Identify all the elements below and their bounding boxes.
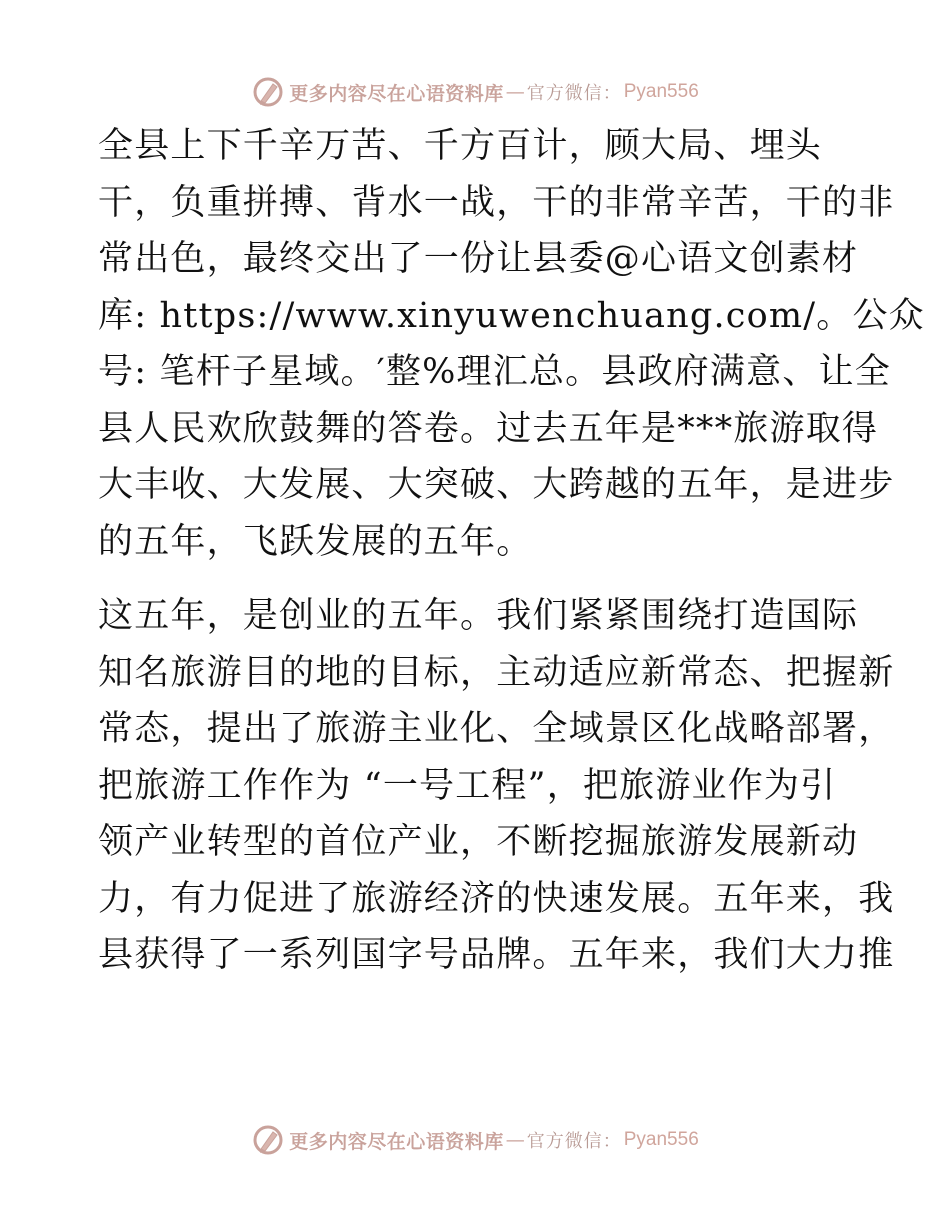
text-line: 干，负重拼搏、背水一战，干的非常辛苦，干的非 (98, 182, 895, 223)
watermark-dash: — (505, 1129, 525, 1151)
paragraph-2 (98, 588, 895, 984)
watermark-wechat-id: Pyan556 (623, 81, 699, 102)
text-line: 县获得了一系列国字号品牌。五年来，我们大力推 (98, 935, 895, 975)
paragraph-1 (98, 118, 925, 570)
text-line: 常态，提出了旅游主业化、全域景区化战略部署， (98, 709, 895, 749)
text-line: 全县上下千辛万苦、千方百计，顾大局、埋头 (98, 126, 823, 166)
footer-watermark-banner (0, 1120, 950, 1160)
text-line: 库: https://www.xinyuwenchuang.com/。公众 (98, 295, 925, 336)
document-body (98, 118, 925, 984)
text-line: 力，有力促进了旅游经济的快速发展。五年来，我 (98, 878, 895, 919)
text-line: 号: 笔杆子星域。′整%理汇总。县政府满意、让全 (98, 352, 891, 392)
text-line: 领产业转型的首位产业，不断挖掘旅游发展新动 (98, 822, 859, 862)
text-line: 的五年，飞跃发展的五年。 (98, 521, 533, 562)
text-line: 这五年，是创业的五年。我们紧紧围绕打造国际 (98, 596, 859, 636)
watermark-site-text: 更多内容尽在心语资料库 (289, 82, 504, 105)
watermark-wechat-label: 官方微信： (526, 83, 622, 104)
watermark-dash: — (505, 81, 525, 103)
pen-logo-icon (251, 1123, 285, 1157)
header-watermark-banner (0, 72, 950, 112)
text-line: 县人民欢欣鼓舞的答卷。过去五年是***旅游取得 (98, 408, 879, 449)
watermark-wechat-label: 官方微信： (526, 1131, 622, 1152)
text-line: 常出色，最终交出了一份让县委@心语文创素材 (98, 239, 859, 279)
watermark-wechat-id: Pyan556 (623, 1129, 699, 1150)
pen-logo-icon (251, 75, 285, 109)
text-line: 把旅游工作作为 “一号工程”，把旅游业作为引 (98, 765, 837, 806)
watermark-site-text: 更多内容尽在心语资料库 (289, 1130, 504, 1153)
text-line: 大丰收、大发展、大突破、大跨越的五年，是进步 (98, 465, 895, 505)
text-line: 知名旅游目的地的目标，主动适应新常态、把握新 (98, 652, 895, 693)
